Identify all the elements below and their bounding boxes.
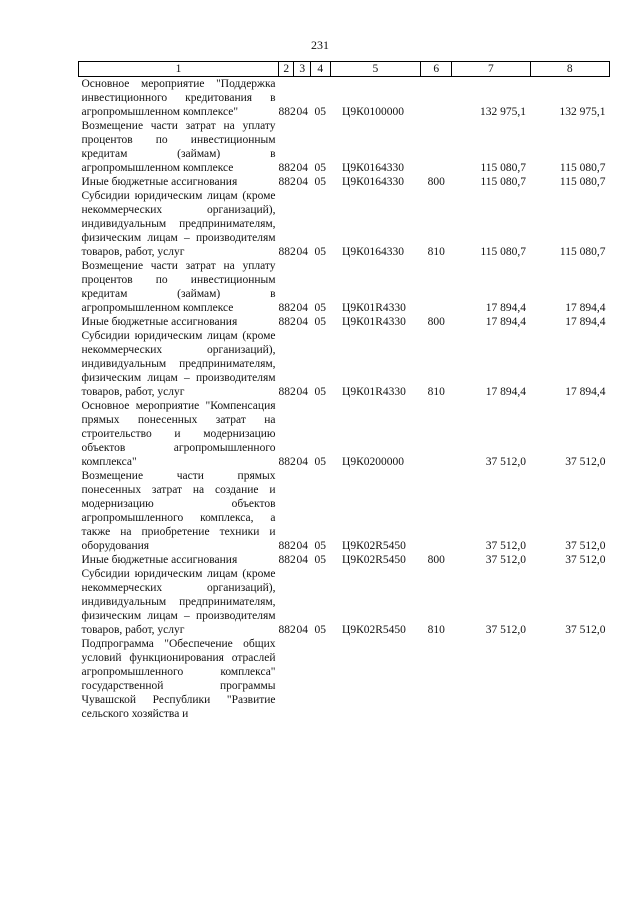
expense-type-code: 800 [427,554,445,566]
subsection-code: 05 [314,554,326,566]
expense-type-code: 810 [427,624,445,636]
amount-year-1: 37 512,0 [485,624,527,636]
target-article-code: Ц9К0164330 [342,176,405,188]
expense-type-code [421,119,452,175]
table-row [79,399,610,469]
target-article-code: Ц9К0164330 [342,162,405,174]
ministry-code [279,637,294,721]
expense-type-code: 810 [427,246,445,258]
section-code: 04 [296,106,308,118]
section-code: 04 [296,624,308,636]
amount-year-2: 37 512,0 [565,624,606,636]
section-code: 04 [296,246,308,258]
amount-year-2: 115 080,7 [559,246,606,258]
table-row [79,175,610,189]
expense-type-code: 800 [427,316,445,328]
header-cell: 3 [294,62,310,77]
expense-type-code [421,259,452,315]
section-code: 04 [296,456,308,468]
amount-year-1: 37 512,0 [485,554,527,566]
section-code: 04 [296,162,308,174]
amount-year-2: 17 894,4 [565,386,606,398]
target-article-code: Ц9К01R4330 [342,386,406,398]
page-number: 231 [311,38,329,52]
expense-type-code [421,77,452,120]
row-description: Субсидии юридическим лицам (кроме некоммерческих организаций), индивидуальным предпринимателям, физическим лицам – производителям товаров, работ, услуг [81,568,276,636]
target-article-code: Ц9К01R4330 [342,302,406,314]
table-row [79,119,610,175]
table-row [79,259,610,315]
amount-year-1: 132 975,1 [480,106,527,118]
table-row [79,77,610,120]
ministry-code: 882 [278,554,296,566]
section-code: 04 [296,540,308,552]
budget-table [78,61,610,721]
section-code: 04 [296,386,308,398]
row-description: Иные бюджетные ассигнования [81,316,238,328]
row-description: Иные бюджетные ассигнования [81,554,238,566]
expense-type-code [421,637,452,721]
amount-year-1: 17 894,4 [485,316,527,328]
section-code [294,637,310,721]
ministry-code: 882 [278,162,296,174]
subsection-code: 05 [314,106,326,118]
amount-year-2: 37 512,0 [565,540,606,552]
amount-year-2: 132 975,1 [559,106,606,118]
expense-type-code [421,469,452,553]
row-description: Возмещение части затрат на уплату процентов по инвестиционным кредитам (займам) в агропромышленном комплексе [81,260,276,314]
amount-year-2: 37 512,0 [565,554,606,566]
header-cell: 7 [452,62,530,77]
header-cell: 2 [279,62,294,77]
table-row [79,637,610,721]
table-row [79,469,610,553]
amount-year-2: 17 894,4 [565,302,606,314]
subsection-code [310,637,330,721]
header-cell: 1 [79,62,279,77]
table-row [79,315,610,329]
target-article-code: Ц9К01R4330 [342,316,406,328]
amount-year-2: 37 512,0 [565,456,606,468]
amount-year-1 [452,637,530,721]
target-article-code: Ц9К02R5450 [342,624,406,636]
table-row [79,553,610,567]
ministry-code: 882 [278,316,296,328]
section-code: 04 [296,176,308,188]
expense-type-code: 800 [427,176,445,188]
amount-year-1: 37 512,0 [485,456,527,468]
ministry-code: 882 [278,456,296,468]
amount-year-1: 115 080,7 [480,162,527,174]
amount-year-1: 115 080,7 [480,246,527,258]
section-code: 04 [296,554,308,566]
ministry-code: 882 [278,624,296,636]
ministry-code: 882 [278,176,296,188]
target-article-code: Ц9К0164330 [342,246,405,258]
row-description: Субсидии юридическим лицам (кроме некоммерческих организаций), индивидуальным предпринимателям, физическим лицам – производителям товаров, работ, услуг [81,330,276,398]
amount-year-1: 17 894,4 [485,386,527,398]
row-description: Основное мероприятие "Компенсация прямых понесенных затрат на строительство и модернизацию объектов агропромышленного комплекса" [81,400,276,468]
row-description: Основное мероприятие "Поддержка инвестиционного кредитования в агропромышленном комплексе" [81,78,276,118]
row-description: Подпрограмма "Обеспечение общих условий функционирования отраслей агропромышленного комплекса" государственной программы Чувашской Республики "Развитие сельского хозяйства и [81,638,276,720]
subsection-code: 05 [314,302,326,314]
subsection-code: 05 [314,456,326,468]
subsection-code: 05 [314,386,326,398]
subsection-code: 05 [314,540,326,552]
target-article-code [330,637,421,721]
target-article-code: Ц9К02R5450 [342,540,406,552]
header-cell: 4 [310,62,330,77]
row-description: Возмещение части прямых понесенных затрат на создание и модернизацию объектов агропромышленного комплекса, а также на приобретение техники и оборудования [81,470,276,552]
amount-year-2: 115 080,7 [559,176,606,188]
section-code: 04 [296,302,308,314]
table-row [79,189,610,259]
ministry-code: 882 [278,302,296,314]
header-cell: 5 [330,62,421,77]
ministry-code: 882 [278,246,296,258]
ministry-code: 882 [278,106,296,118]
ministry-code: 882 [278,386,296,398]
amount-year-2: 17 894,4 [565,316,606,328]
subsection-code: 05 [314,176,326,188]
subsection-code: 05 [314,162,326,174]
subsection-code: 05 [314,316,326,328]
ministry-code: 882 [278,540,296,552]
target-article-code: Ц9К0100000 [342,106,405,118]
row-description: Возмещение части затрат на уплату процентов по инвестиционным кредитам (займам) в агропромышленном комплексе [81,120,276,174]
subsection-code: 05 [314,246,326,258]
row-description: Иные бюджетные ассигнования [81,176,238,188]
target-article-code: Ц9К0200000 [342,456,405,468]
table-row [79,567,610,637]
expense-type-code [421,399,452,469]
amount-year-1: 17 894,4 [485,302,527,314]
row-description: Субсидии юридическим лицам (кроме некоммерческих организаций), индивидуальным предпринимателям, физическим лицам – производителям товаров, работ, услуг [81,190,276,258]
table-row [79,329,610,399]
table-header-row [79,62,610,77]
amount-year-1: 37 512,0 [485,540,527,552]
expense-type-code: 810 [427,386,445,398]
header-cell: 6 [421,62,452,77]
amount-year-1: 115 080,7 [480,176,527,188]
amount-year-2: 115 080,7 [559,162,606,174]
subsection-code: 05 [314,624,326,636]
amount-year-2 [530,637,609,721]
target-article-code: Ц9К02R5450 [342,554,406,566]
section-code: 04 [296,316,308,328]
header-cell: 8 [530,62,609,77]
